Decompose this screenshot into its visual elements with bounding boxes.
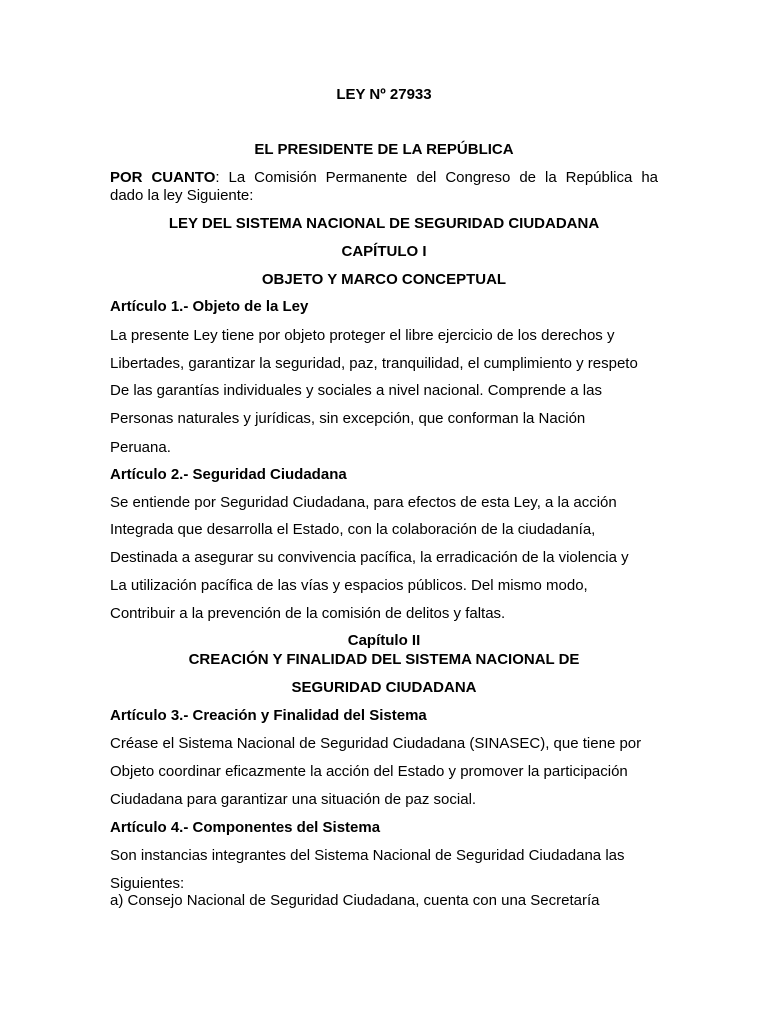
chapter2-label: Capítulo II <box>347 632 421 649</box>
article3-line: Créase el Sistema Nacional de Seguridad Ciudadana (SINASEC), que tiene por <box>110 735 642 752</box>
por-cuanto-label: POR CUANTO <box>110 169 216 186</box>
article1-heading: Artículo 1.- Objeto de la Ley <box>110 298 309 315</box>
chapter2-title-line2: SEGURIDAD CIUDADANA <box>291 679 477 696</box>
por-cuanto-text: : La Comisión Permanente del Congreso de la República ha <box>215 169 659 186</box>
article4-line: a) Consejo Nacional de Seguridad Ciudadana, cuenta con una Secretaría <box>110 892 600 909</box>
article2-line: Integrada que desarrolla el Estado, con la colaboración de la ciudadanía, <box>110 521 596 538</box>
article2-line: Se entiende por Seguridad Ciudadana, para efectos de esta Ley, a la acción <box>110 494 617 511</box>
article1-line: Personas naturales y jurídicas, sin excepción, que conforman la Nación <box>110 410 586 427</box>
article1-line: Peruana. <box>110 439 171 456</box>
chapter1-title: OBJETO Y MARCO CONCEPTUAL <box>261 271 507 288</box>
law-title: LEY DEL SISTEMA NACIONAL DE SEGURIDAD CIUDADANA <box>168 215 600 232</box>
article3-line: Ciudadana para garantizar una situación de paz social. <box>110 791 477 808</box>
article4-line: Siguientes: <box>110 875 185 892</box>
chapter2-title-line1: CREACIÓN Y FINALIDAD DEL SISTEMA NACIONAL DE <box>188 651 580 668</box>
por-cuanto-line2: dado la ley Siguiente: <box>110 187 254 204</box>
article1-line: Libertades, garantizar la seguridad, paz, tranquilidad, el cumplimiento y respeto <box>110 355 638 372</box>
por-cuanto-line1 <box>110 169 658 187</box>
article2-line: Contribuir a la prevención de la comisión de delitos y faltas. <box>110 605 506 622</box>
issuer-heading: EL PRESIDENTE DE LA REPÚBLICA <box>254 141 514 158</box>
article1-line: De las garantías individuales y sociales a nivel nacional. Comprende a las <box>110 382 602 399</box>
article1-line: La presente Ley tiene por objeto proteger el libre ejercicio de los derechos y <box>110 327 615 344</box>
article4-line: Son instancias integrantes del Sistema Nacional de Seguridad Ciudadana las <box>110 847 625 864</box>
article2-heading: Artículo 2.- Seguridad Ciudadana <box>110 466 347 483</box>
article4-heading: Artículo 4.- Componentes del Sistema <box>110 819 381 836</box>
article2-line: La utilización pacífica de las vías y espacios públicos. Del mismo modo, <box>110 577 588 594</box>
chapter1-label: CAPÍTULO I <box>341 243 427 260</box>
article3-heading: Artículo 3.- Creación y Finalidad del Sistema <box>110 707 427 724</box>
article2-line: Destinada a asegurar su convivencia pacífica, la erradicación de la violencia y <box>110 549 629 566</box>
law-number: LEY Nº 27933 <box>336 86 432 103</box>
article3-line: Objeto coordinar eficazmente la acción del Estado y promover la participación <box>110 763 628 780</box>
